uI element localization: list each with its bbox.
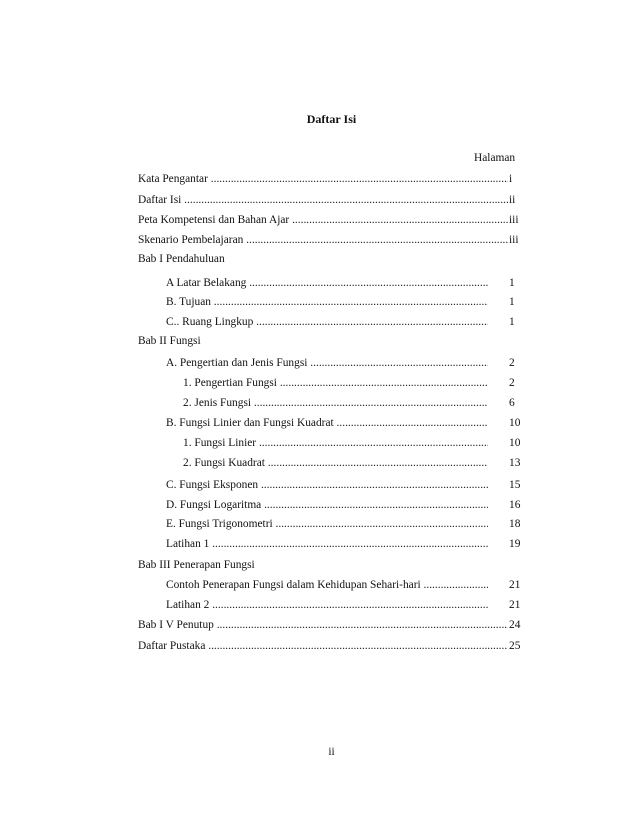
toc-entry[interactable] xyxy=(138,232,519,248)
toc-entry-page: 15 xyxy=(509,479,521,491)
toc-entry-label: C.. Ruang Lingkup ..... xyxy=(166,314,488,330)
toc-entry[interactable] xyxy=(166,516,521,532)
toc-entry-page: 2 xyxy=(509,357,515,369)
toc-entry-label: Kata Pengantar ..... xyxy=(138,171,508,187)
toc-chapter-heading[interactable] xyxy=(138,557,508,573)
toc-entry[interactable] xyxy=(166,415,521,431)
toc-entry[interactable] xyxy=(138,617,521,633)
toc-entry-label: D. Fungsi Logaritma ..... xyxy=(166,497,488,513)
toc-entry-label: B. Tujuan ..... xyxy=(166,294,488,310)
toc-entry[interactable] xyxy=(166,355,515,371)
toc-entry-label: A Latar Belakang ..... xyxy=(166,275,488,291)
toc-entry-page: 25 xyxy=(509,640,521,652)
toc-chapter-heading[interactable] xyxy=(138,333,508,349)
toc-entry-page: 18 xyxy=(509,518,521,530)
toc-entry[interactable] xyxy=(183,395,515,411)
toc-entry[interactable] xyxy=(166,597,521,613)
toc-entry-label: Bab I Pendahuluan xyxy=(138,253,225,265)
toc-entry-label: Skenario Pembelajaran ..... xyxy=(138,232,508,248)
toc-entry[interactable] xyxy=(138,638,521,654)
toc-entry-page: 24 xyxy=(509,619,521,631)
toc-entry[interactable] xyxy=(166,275,515,291)
toc-entry-label: 2. Fungsi Kuadrat ..... xyxy=(183,455,488,471)
toc-entry[interactable] xyxy=(138,171,513,187)
toc-entry-label: Peta Kompetensi dan Bahan Ajar ..... xyxy=(138,212,508,228)
toc-entry-page: 21 xyxy=(509,599,521,611)
toc-entry-label: C. Fungsi Eksponen ..... xyxy=(166,477,488,493)
toc-entry-label: Bab I V Penutup ..... xyxy=(138,617,508,633)
toc-entry-page: iii xyxy=(509,234,519,246)
toc-entry-label: 1. Fungsi Linier ..... xyxy=(183,435,488,451)
toc-entry-label: Daftar Isi ..... xyxy=(138,192,508,208)
toc-entry-label: Bab II Fungsi xyxy=(138,335,201,347)
toc-entry-page: 1 xyxy=(509,296,515,308)
toc-entry[interactable] xyxy=(138,192,516,208)
toc-entry-label: 2. Jenis Fungsi ..... xyxy=(183,395,488,411)
toc-entry[interactable] xyxy=(166,536,521,552)
toc-entry-page: 10 xyxy=(509,417,521,429)
toc-entry-page: ii xyxy=(509,194,516,206)
toc-entry-label: 1. Pengertian Fungsi ..... xyxy=(183,375,488,391)
toc-entry[interactable] xyxy=(166,314,515,330)
halaman-column-header: Halaman xyxy=(474,152,516,164)
toc-entry-label: Daftar Pustaka ..... xyxy=(138,638,508,654)
toc-entry-label: Contoh Penerapan Fungsi dalam Kehidupan Sehari-hari ..... xyxy=(166,577,488,593)
toc-entry-page: i xyxy=(509,173,513,185)
toc-entry-label: Latihan 2 ..... xyxy=(166,597,488,613)
toc-entry-page: 16 xyxy=(509,499,521,511)
toc-entry-label: B. Fungsi Linier dan Fungsi Kuadrat ..... xyxy=(166,415,488,431)
toc-entry-page: 1 xyxy=(509,316,515,328)
toc-entry-page: 13 xyxy=(509,457,521,469)
toc-entry-page: iii xyxy=(509,214,519,226)
toc-entry[interactable] xyxy=(166,294,515,310)
toc-chapter-heading[interactable] xyxy=(138,251,508,267)
toc-entry[interactable] xyxy=(183,375,515,391)
toc-entry[interactable] xyxy=(138,212,519,228)
toc-entry[interactable] xyxy=(166,497,521,513)
toc-entry-label: A. Pengertian dan Jenis Fungsi ..... xyxy=(166,355,488,371)
toc-entry-page: 1 xyxy=(509,277,515,289)
toc-entry-label: E. Fungsi Trigonometri ..... xyxy=(166,516,488,532)
toc-entry[interactable] xyxy=(183,435,521,451)
toc-entry[interactable] xyxy=(183,455,521,471)
page-title: Daftar Isi xyxy=(306,112,357,126)
toc-entry-page: 21 xyxy=(509,579,521,591)
toc-entry-label: Latihan 1 ..... xyxy=(166,536,488,552)
toc-entry-page: 2 xyxy=(509,377,515,389)
toc-entry-label: Bab III Penerapan Fungsi xyxy=(138,559,255,571)
toc-entry[interactable] xyxy=(166,577,521,593)
toc-entry-page: 19 xyxy=(509,538,521,550)
toc-entry[interactable] xyxy=(166,477,521,493)
toc-entry-page: 6 xyxy=(509,397,515,409)
toc-entry-page: 10 xyxy=(509,437,521,449)
page-number: ii xyxy=(328,746,335,758)
